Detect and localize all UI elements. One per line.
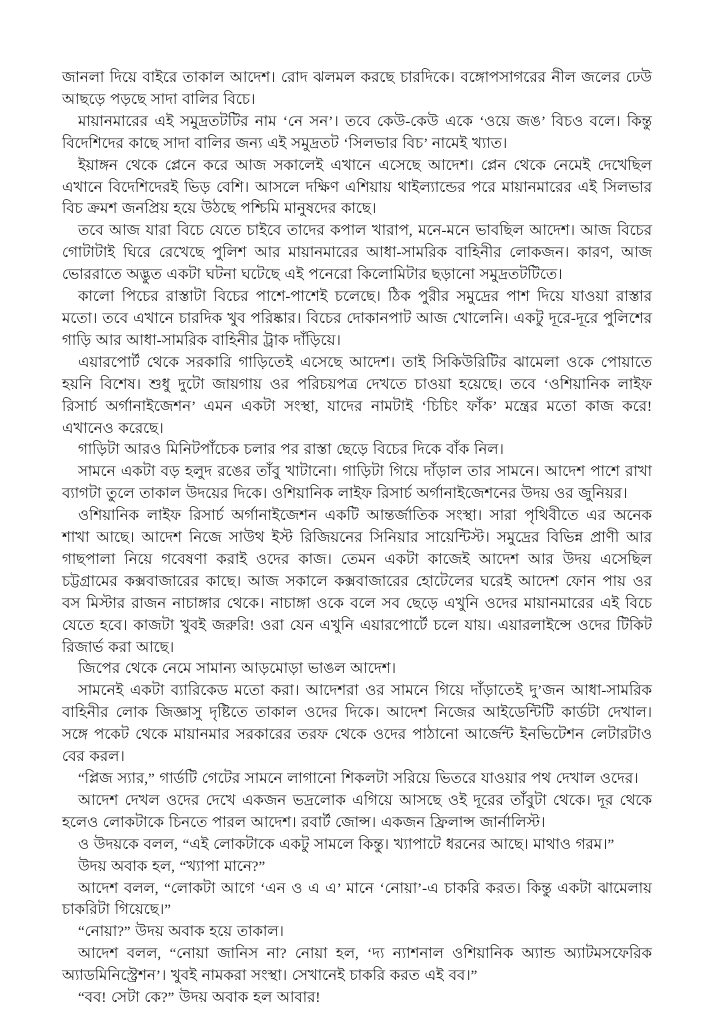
- paragraph: সামনেই একটা ব্যারিকেড মতো করা। আদেশরা ওর সামনে গিয়ে দাঁড়াতেই দু’জন আধা-সামরিক বাহিনীর লোক জিজ্ঞাসু দৃষ্টিতে তাকাল ওদের দিকে। আদেশ নিজের আইডেন্টিটি কার্ডটা দেখাল। সঙ্গে পকেট থেকে মায়ানমার সরকারের তরফ থেকে ওদের পাঠানো আর্জেন্ট ইনভিটেশন লেটারটাও বের করল।: [62, 683, 652, 766]
- paragraph: “নোয়া?” উদয় অবাক হয়ে তাকাল।: [78, 924, 284, 941]
- paragraph: আদেশ দেখল ওদের দেখে একজন ভদ্রলোক এগিয়ে আসছে ওই দূরের তাঁবুটা থেকে। দূর থেকে হলেও লোকটাকে চিনতে পারল আদেশ। রবার্ট জোন্স। একজন ফ্রিলান্স জার্নালিস্ট।: [62, 792, 652, 831]
- paragraph: ইয়াঙ্গন থেকে প্লেনে করে আজ সকালেই এখানে এসেছে আদেশ। প্লেন থেকে নেমেই দেখেছিল এখানে বিদেশিদেরই ভিড় বেশি। আসলে দক্ষিণ এশিয়ায় থাইল্যান্ডের পরে মায়ানমারের এই সিলভার বিচ ক্রমশ জনপ্রিয় হয়ে উঠছে পশ্চিমি মানুষদের কাছে।: [62, 157, 652, 218]
- paragraph: আদেশ বলল, “নোয়া জানিস না? নোয়া হল, ‘দ্য ন্যাশনাল ওশিয়ানিক অ্যান্ড অ্যাটমসফেরিক অ্যাডমিনিস্ট্রেশন’। খুবই নামকরা সংস্থা। সেখানেই চাকরি করত এই বব।”: [62, 946, 652, 985]
- paragraph: উদয় অবাক হল, “খ্যাপা মানে?”: [78, 858, 266, 875]
- paragraph: জানলা দিয়ে বাইরে তাকাল আদেশ। রোদ ঝলমল করছে চারদিকে। বঙ্গোপসাগরের নীল জলের ঢেউ আছড়ে পড়ছে সাদা বালির বিচে।: [62, 70, 652, 108]
- paragraph: আদেশ বলল, “লোকটা আগে ‘এন ও এ এ’ মানে ‘নোয়া’-এ চাকরি করত। কিন্তু একটা ঝামেলায় চাকরিটা গিয়েছে।”: [62, 880, 652, 919]
- paragraph: গাড়িটা আরও মিনিটপাঁচেক চলার পর রাস্তা ছেড়ে বিচের দিকে বাঁক নিল।: [78, 442, 504, 459]
- paragraph: সামনে একটা বড় হলুদ রঙের তাঁবু খাটানো। গাড়িটা গিয়ে দাঁড়াল তার সামনে। আদেশ পাশে রাখা ব্যাগটা তুলে তাকাল উদয়ের দিকে। ওশিয়ানিক লাইফ রিসার্চ অর্গানাইজেশনের উদয় ওর জুনিয়র।: [62, 464, 652, 503]
- paragraph: “বব! সেটা কে?” উদয় অবাক হল আবার!: [78, 990, 321, 1007]
- paragraph: মায়ানমারের এই সমুদ্রতটটির নাম ‘নে সন’। তবে কেউ-কেউ একে ‘ওয়ে জঙ’ বিচও বলে। কিন্তু বিদেশিদের কাছে সাদা বালির জন্য এই সমুদ্রতট ‘সিলভার বিচ’ নামেই খ্যাত।: [62, 113, 652, 152]
- paragraph: এয়ারপোর্ট থেকে সরকারি গাড়িতেই এসেছে আদেশ। তাই সিকিউরিটির ঝামেলা ওকে পোয়াতে হয়নি বিশেষ। শুধু দুটো জায়গায় ওর পরিচয়পত্র দেখতে চাওয়া হয়েছে। তবে ‘ওশিয়ানিক লাইফ রিসার্চ অর্গানাইজেশন’ এমন একটা সংস্থা, যাদের নামটাই ‘চিচিং ফাঁক’ মন্ত্রের মতো কাজ করে! এখানেও করেছে।: [62, 354, 652, 437]
- paragraph: কালো পিচের রাস্তাটা বিচের পাশে-পাশেই চলেছে। ঠিক পুরীর সমুদ্রের পাশ দিয়ে যাওয়া রাস্তার মতো। তবে এখানে চারদিক খুব পরিষ্কার। বিচের দোকানপাট আজ খোলেনি। একটু দূরে-দূরে পুলিশের গাড়ি আর আধা-সামরিক বাহিনীর ট্রাক দাঁড়িয়ে।: [62, 289, 652, 349]
- paragraph: তবে আজ যারা বিচে যেতে চাইবে তাদের কপাল খারাপ, মনে-মনে ভাবছিল আদেশ। আজ বিচের গোটাটাই ঘিরে রেখেছে পুলিশ আর মায়ানমারের আধা-সামরিক বাহিনীর লোকজন। কারণ, আজ ভোররাতে অদ্ভুত একটা ঘটনা ঘটেছে এই পনেরো কিলোমিটার ছড়ানো সমুদ্রতটটিতে।: [62, 223, 652, 284]
- paragraph: “প্লিজ স্যার,” গার্ডটি গেটের সামনে লাগানো শিকলটা সরিয়ে ভিতরে যাওয়ার পথ দেখাল ওদের।: [78, 771, 639, 787]
- paragraph: ওশিয়ানিক লাইফ রিসার্চ অর্গানাইজেশন একটি আন্তর্জাতিক সংস্থা। সারা পৃথিবীতে এর অনেক শাখা আছে। আদেশ নিজে সাউথ ইস্ট রিজিয়নের সিনিয়ার সায়েন্টিস্ট। সমুদ্রের বিভিন্ন প্রাণী আর গাছপালা নিয়ে গবেষণা করাই ওদের কাজ। তেমন একটা কাজেই আদেশ আর উদয় এসেছিল চট্টগ্রামের কক্সবাজারের কাছে। আজ সকালে কক্সবাজারের হোটেলের ঘরেই আদেশ ফোন পায় ওর বস মিস্টার রাজন নাচাঙ্গার থেকে। নাচাঙ্গা ওকে বলে সব ছেড়ে এখুনি ওদের মায়ানমারের এই বিচে যেতে হবে। কাজটা খুবই জরুরি! ওরা যেন এখুনি এয়ারপোর্টে চলে যায়। এয়ারলাইন্সে ওদের টিকিট রিজার্ভ করা আছে।: [62, 508, 652, 656]
- paragraph: ও উদয়কে বলল, “এই লোকটাকে একটু সামলে কিন্তু। খ্যাপাটে ধরনের আছে। মাথাও গরম।”: [78, 836, 615, 853]
- paragraph: জিপের থেকে নেমে সামান্য আড়মোড়া ভাঙল আদেশ।: [78, 661, 396, 678]
